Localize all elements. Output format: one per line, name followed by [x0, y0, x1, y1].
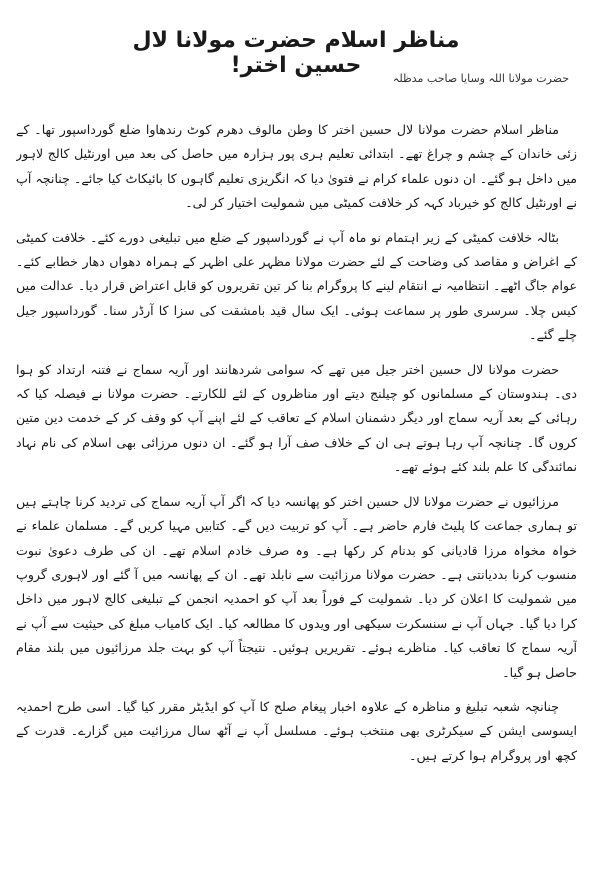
article-title: مناظر اسلام حضرت مولانا لال حسین اختر!	[132, 28, 460, 78]
paragraph: مناظر اسلام حضرت مولانا لال حسین اختر کا وطن مالوف دھرم کوٹ رندھاوا ضلع گورداسپور تھا۔ کے زئی خاندان کے چشم و چراغ تھے۔ ابتدائی تعلیم ہری پور ہزارہ میں حاصل کی بعد میں اورنٹیل کالج لاہور میں داخل ہو گئے۔ ان دنوں علماء کرام نے فتویٰ دیا کہ انگریزی تعلیم گاہوں کا بائیکاٹ کیا جائے۔ چنانچہ آپ نے اورنٹیل کالج کو خیرباد کہہ کر خلافت کمیٹی میں شمولیت اختیار کر لی۔	[16, 122, 577, 211]
paragraph: چنانچہ شعبہ تبلیغ و مناظرہ کے علاوہ اخبار پیغام صلح کا آپ کو ایڈیٹر مقرر کیا گیا۔ اسی طرح احمدیہ ایسوسی ایشن کے سیکرٹری بھی منتخب ہوئے۔ مسلسل آپ نے آٹھ سال مرزائیت میں گزارے۔ قدرت کے کچھ اور پروگرام ہوا کرتے ہیں۔	[16, 698, 577, 763]
article-body	[16, 118, 577, 858]
paragraph: حضرت مولانا لال حسین اختر جیل میں تھے کہ سوامی شردھانند اور آریہ سماج نے فتنہ ارتداد کو ہوا دی۔ ہندوستان کے مسلمانوں کو چیلنج دیتے اور مناظروں کے لئے للکارتے۔ حضرت مولانا نے فیصلہ کیا کہ رہائی کے بعد آریہ سماج اور دیگر دشمنان اسلام کے تعاقب کے لئے اپنے آپ کو وقف کر کے خدمت دین متین کروں گا۔ چنانچہ آپ رہا ہوتے ہی ان کے خلاف صف آرا ہو گئے۔ ان دنوں مرزائی بھی اسلام کی نام نہاد نمائندگی کا علم بلند کئے ہوئے تھے۔	[16, 361, 577, 475]
author-byline: حضرت مولانا اللہ وسایا صاحب مدظلہ	[392, 72, 569, 85]
paragraph: مرزائیوں نے حضرت مولانا لال حسین اختر کو پھانسہ دیا کہ اگر آپ آریہ سماج کی تردید کرنا چاہتے ہیں تو ہماری جماعت کا پلیٹ فارم حاضر ہے۔ آپ کو تربیت دیں گے۔ کتابیں مہیا کریں گے۔ مسلمان علماء نے خواہ مخواہ مرزا قادیانی کو بدنام کر رکھا ہے۔ وہ صرف خادم اسلام تھے۔ ان کی طرف دعویٰ نبوت منسوب کرنا بددیانتی ہے۔ حضرت مولانا مرزائیت سے نابلد تھے۔ ان کے پھانسہ میں آ گئے اور لاہوری گروپ میں شمولیت کا اعلان کر دیا۔ شمولیت کے فوراً بعد آپ کو احمدیہ انجمن کے تبلیغی کالج لاہور میں داخل کرا دیا گیا۔ جہاں آپ نے سنسکرت سیکھی اور ویدوں کا مطالعہ کیا۔ ایک کامیاب مبلغ کی حیثیت سے آپ نے آریہ سماج کا تعاقب کیا۔ مناظرے ہوئے۔ تقریریں ہوئیں۔ نتیجتاً آپ کو بہت جلد مرزائیوں میں بلند مقام حاصل ہو گیا۔	[16, 493, 577, 680]
paragraph: بٹالہ خلافت کمیٹی کے زیر اہتمام نو ماہ آپ نے گورداسپور کے ضلع میں تبلیغی دورے کئے۔ خلافت کمیٹی کے اغراض و مقاصد کی وضاحت کے لئے حضرت مولانا مظہر علی اظہر کے ہمراہ دھواں دھار خطابے کئے۔ عوام جاگ اٹھے۔ انتظامیہ نے انتقام لینے کا پروگرام بنا کر تین تقریروں کو قابل اعتراض قرار دیا۔ عدالت میں کیس چلا۔ سرسری طور پر سماعت ہوئی۔ ایک سال قید بامشقت کی سزا کا آرڈر سنا۔ گورداسپور جیل چلے گئے۔	[16, 229, 577, 343]
